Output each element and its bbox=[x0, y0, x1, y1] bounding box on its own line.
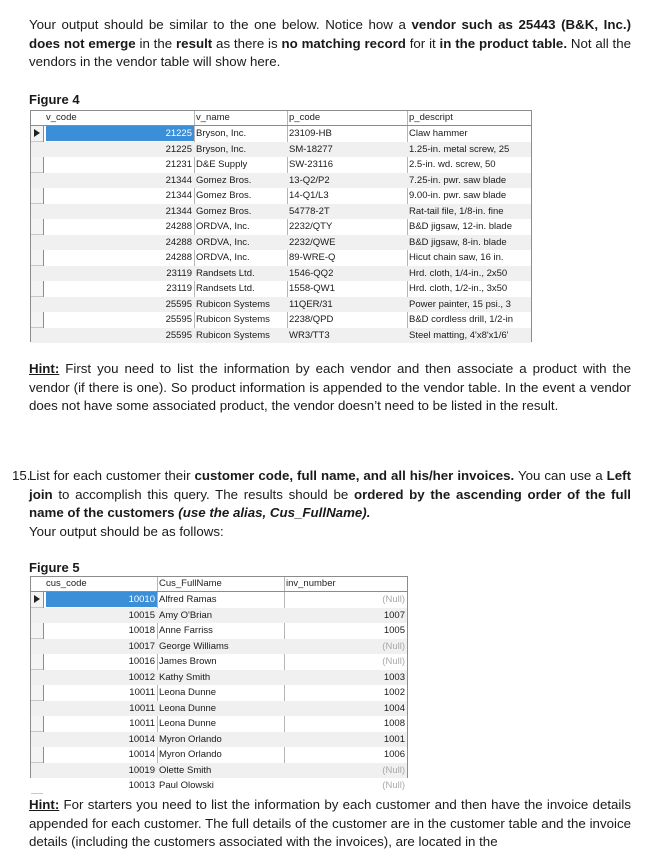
question-15-paragraph: List for each customer their customer code, full name, and all his/her invoices. You can use a Left join to accomplish this query. The results should be ordered by the ascending order of the full name of the customers (use the alias, Cus_FullName). Your output should be as follows: bbox=[29, 468, 631, 539]
table-cell[interactable]: SM-18277 bbox=[289, 143, 333, 155]
table-cell[interactable]: 13-Q2/P2 bbox=[289, 174, 330, 186]
table-cell[interactable]: 1004 bbox=[383, 702, 405, 714]
table-cell[interactable]: 25595 bbox=[165, 329, 192, 341]
table-row[interactable] bbox=[31, 204, 531, 220]
table-row[interactable] bbox=[31, 142, 531, 158]
table-cell[interactable]: 23119 bbox=[166, 283, 192, 294]
table-cell[interactable]: Leona Dunne bbox=[159, 687, 217, 698]
table-cell[interactable]: B&D jigsaw, 8-in. blade bbox=[409, 236, 507, 248]
table-cell[interactable]: Bryson, Inc. bbox=[196, 143, 247, 155]
table-cell[interactable]: ORDVA, Inc. bbox=[196, 252, 250, 263]
table-cell[interactable]: 9.00-in. pwr. saw blade bbox=[409, 190, 507, 201]
intro-paragraph: Your output should be similar to the one below. Notice how a vendor such as 25443 (B&K, Inc.) does not emerge in the result as there is no matching record for it in the product table. Not all the vendors in the vendor table will show here. bbox=[29, 17, 631, 69]
table-row[interactable] bbox=[31, 219, 531, 235]
table-row[interactable] bbox=[31, 297, 531, 313]
table-row[interactable] bbox=[31, 732, 407, 748]
table-cell[interactable]: 1008 bbox=[383, 718, 405, 729]
table-row[interactable] bbox=[31, 266, 531, 282]
table-row[interactable] bbox=[31, 328, 531, 344]
table-cell[interactable]: 24288 bbox=[165, 236, 192, 248]
table-cell[interactable]: 1007 bbox=[383, 609, 405, 621]
table-row[interactable] bbox=[31, 670, 407, 686]
table-cell[interactable]: 1005 bbox=[383, 625, 405, 636]
table-cell[interactable]: 10014 bbox=[128, 749, 155, 760]
column-header[interactable]: p_code bbox=[289, 112, 321, 123]
hint-1-paragraph: Hint: First you need to list the information by each vendor and then associate a product with the vendor (if there is one). So product information is appended to the vendor table. In the event a vendor does not have some associated product, the vendor doesn’t need to be listed in the result. bbox=[29, 361, 631, 413]
table-cell[interactable]: Steel matting, 4'x8'x1/6' bbox=[409, 329, 509, 341]
column-header[interactable]: cus_code bbox=[46, 578, 87, 589]
table-cell[interactable]: Myron Orlando bbox=[159, 749, 222, 760]
column-header[interactable]: p_descript bbox=[409, 112, 453, 123]
table-cell[interactable]: Hicut chain saw, 16 in. bbox=[409, 252, 504, 263]
table-cell[interactable]: 10014 bbox=[128, 733, 155, 745]
table-cell[interactable]: 1006 bbox=[383, 749, 405, 760]
table-cell[interactable]: 10016 bbox=[128, 656, 155, 667]
column-header[interactable]: Cus_FullName bbox=[159, 578, 222, 589]
hint-2-paragraph: Hint: For starters you need to list the information by each customer and then have the invoice details appended for each customer. The full details of the customer are in the customer table and the invoice details (including the customers associated with the invoices), are located in the bbox=[29, 797, 631, 849]
table-row[interactable] bbox=[31, 312, 531, 328]
table-cell[interactable]: 21225 bbox=[165, 143, 192, 155]
column-header[interactable]: inv_number bbox=[286, 578, 336, 589]
table-cell[interactable]: 2.5-in. wd. screw, 50 bbox=[409, 159, 496, 170]
table-cell[interactable]: 25595 bbox=[165, 298, 192, 310]
table-cell[interactable]: (Null) bbox=[382, 640, 405, 652]
table-cell[interactable]: (Null) bbox=[382, 780, 405, 791]
table-cell[interactable]: (Null) bbox=[382, 594, 405, 605]
table-cell[interactable]: 14-Q1/L3 bbox=[289, 190, 329, 201]
table-row[interactable] bbox=[31, 281, 531, 297]
table-cell[interactable]: 24288 bbox=[165, 252, 192, 263]
table-cell[interactable]: Gomez Bros. bbox=[196, 205, 252, 217]
table-cell[interactable]: Hrd. cloth, 1/2-in., 3x50 bbox=[409, 283, 508, 294]
table-cell[interactable]: ORDVA, Inc. bbox=[196, 221, 250, 232]
table-cell[interactable]: D&E Supply bbox=[196, 159, 248, 170]
table-cell[interactable]: James Brown bbox=[159, 656, 217, 667]
table-cell[interactable]: 25595 bbox=[165, 314, 192, 325]
table-cell[interactable]: Leona Dunne bbox=[159, 702, 217, 714]
table-row[interactable] bbox=[31, 157, 531, 173]
table-cell[interactable]: Kathy Smith bbox=[159, 671, 211, 683]
column-header[interactable]: v_code bbox=[46, 112, 77, 123]
table-cell[interactable]: 1002 bbox=[383, 687, 405, 698]
table-row[interactable] bbox=[31, 747, 407, 763]
table-row[interactable] bbox=[31, 235, 531, 251]
table-row[interactable] bbox=[31, 716, 407, 732]
table-cell[interactable]: Hrd. cloth, 1/4-in., 2x50 bbox=[409, 267, 508, 279]
table-cell[interactable]: 21231 bbox=[165, 159, 192, 170]
table-cell[interactable]: Randsets Ltd. bbox=[196, 283, 255, 294]
table-row[interactable] bbox=[31, 592, 407, 608]
table-cell[interactable]: Rubicon Systems bbox=[196, 314, 270, 325]
table-cell[interactable]: 54778-2T bbox=[289, 205, 330, 217]
table-cell[interactable]: Rat-tail file, 1/8-in. fine bbox=[409, 205, 504, 217]
table-cell[interactable]: 1003 bbox=[383, 671, 405, 683]
table-row[interactable] bbox=[31, 763, 407, 779]
table-cell[interactable]: 23119 bbox=[166, 267, 192, 279]
table-row[interactable] bbox=[31, 608, 407, 624]
table-cell[interactable]: Randsets Ltd. bbox=[196, 267, 255, 279]
question-number: 15. bbox=[12, 468, 31, 483]
table-cell[interactable]: B&D cordless drill, 1/2-in bbox=[409, 314, 514, 325]
table-cell[interactable]: 10011 bbox=[129, 702, 155, 714]
table-cell[interactable]: George Williams bbox=[159, 640, 229, 652]
table-cell[interactable]: B&D jigsaw, 12-in. blade bbox=[409, 221, 512, 232]
table-row[interactable] bbox=[31, 685, 407, 701]
table-row[interactable] bbox=[31, 126, 531, 142]
table-cell[interactable]: 1.25-in. metal screw, 25 bbox=[409, 143, 510, 155]
table-cell[interactable]: 10013 bbox=[128, 780, 155, 791]
table-row[interactable] bbox=[31, 654, 407, 670]
table-cell[interactable]: 1558-QW1 bbox=[289, 283, 335, 294]
table-cell[interactable]: 24288 bbox=[165, 221, 192, 232]
table-cell[interactable]: Leona Dunne bbox=[159, 718, 217, 729]
table-cell[interactable]: 1546-QQ2 bbox=[289, 267, 334, 279]
table-cell[interactable]: ORDVA, Inc. bbox=[196, 236, 250, 248]
table-cell[interactable]: 10017 bbox=[128, 640, 155, 652]
table-cell[interactable]: Myron Orlando bbox=[159, 733, 222, 745]
table-cell[interactable]: SW-23116 bbox=[289, 159, 334, 170]
table-cell[interactable]: Power painter, 15 psi., 3 bbox=[409, 298, 511, 310]
table-cell[interactable]: 10018 bbox=[128, 625, 155, 636]
table-cell[interactable]: Rubicon Systems bbox=[196, 329, 270, 341]
table-cell[interactable]: Amy O'Brian bbox=[159, 609, 213, 621]
table-cell[interactable]: 7.25-in. pwr. saw blade bbox=[409, 174, 507, 186]
table-cell[interactable]: Rubicon Systems bbox=[196, 298, 270, 310]
table-cell[interactable]: Gomez Bros. bbox=[196, 174, 252, 186]
table-cell[interactable]: 2232/QWE bbox=[289, 236, 336, 248]
table-row[interactable] bbox=[31, 778, 407, 794]
table-cell[interactable]: 10010 bbox=[46, 592, 157, 607]
table-row[interactable] bbox=[31, 623, 407, 639]
table-cell[interactable]: 2238/QPD bbox=[289, 314, 334, 325]
table-cell[interactable]: 21344 bbox=[165, 205, 192, 217]
table-row[interactable] bbox=[31, 188, 531, 204]
figure-5-table bbox=[30, 576, 408, 791]
table-row[interactable] bbox=[31, 701, 407, 717]
table-cell[interactable]: 21344 bbox=[165, 190, 192, 201]
table-cell[interactable]: 21344 bbox=[165, 174, 192, 186]
table-cell[interactable]: Paul Olowski bbox=[159, 780, 214, 791]
table-cell[interactable]: 10019 bbox=[128, 764, 155, 776]
table-cell[interactable]: 10011 bbox=[129, 718, 155, 729]
table-row[interactable] bbox=[31, 250, 531, 266]
table-cell[interactable]: Alfred Ramas bbox=[159, 594, 217, 605]
table-cell[interactable]: WR3/TT3 bbox=[289, 329, 330, 341]
table-cell[interactable]: Olette Smith bbox=[159, 764, 212, 776]
table-row[interactable] bbox=[31, 173, 531, 189]
table-cell[interactable]: Bryson, Inc. bbox=[196, 128, 247, 139]
table-cell[interactable]: Gomez Bros. bbox=[196, 190, 252, 201]
table-cell[interactable]: 10015 bbox=[128, 609, 155, 621]
table-cell[interactable]: 23109-HB bbox=[289, 128, 332, 139]
table-cell[interactable]: 2232/QTY bbox=[289, 221, 333, 232]
table-cell[interactable]: Anne Farriss bbox=[159, 625, 213, 636]
table-cell[interactable]: (Null) bbox=[382, 764, 405, 776]
table-cell[interactable]: Claw hammer bbox=[409, 128, 468, 139]
table-cell[interactable]: 1001 bbox=[383, 733, 405, 745]
figure-4-table bbox=[30, 110, 532, 342]
table-cell[interactable]: 11QER/31 bbox=[289, 298, 333, 310]
column-header[interactable]: v_name bbox=[196, 112, 230, 123]
table-cell[interactable]: 10011 bbox=[129, 687, 155, 698]
figure-5-title: Figure 5 bbox=[29, 560, 80, 575]
table-cell[interactable]: (Null) bbox=[382, 656, 405, 667]
figure-4-title: Figure 4 bbox=[29, 92, 80, 107]
table-cell[interactable]: 21225 bbox=[46, 126, 194, 141]
table-row[interactable] bbox=[31, 639, 407, 655]
table-cell[interactable]: 89-WRE-Q bbox=[289, 252, 336, 263]
table-cell[interactable]: 10012 bbox=[128, 671, 155, 683]
